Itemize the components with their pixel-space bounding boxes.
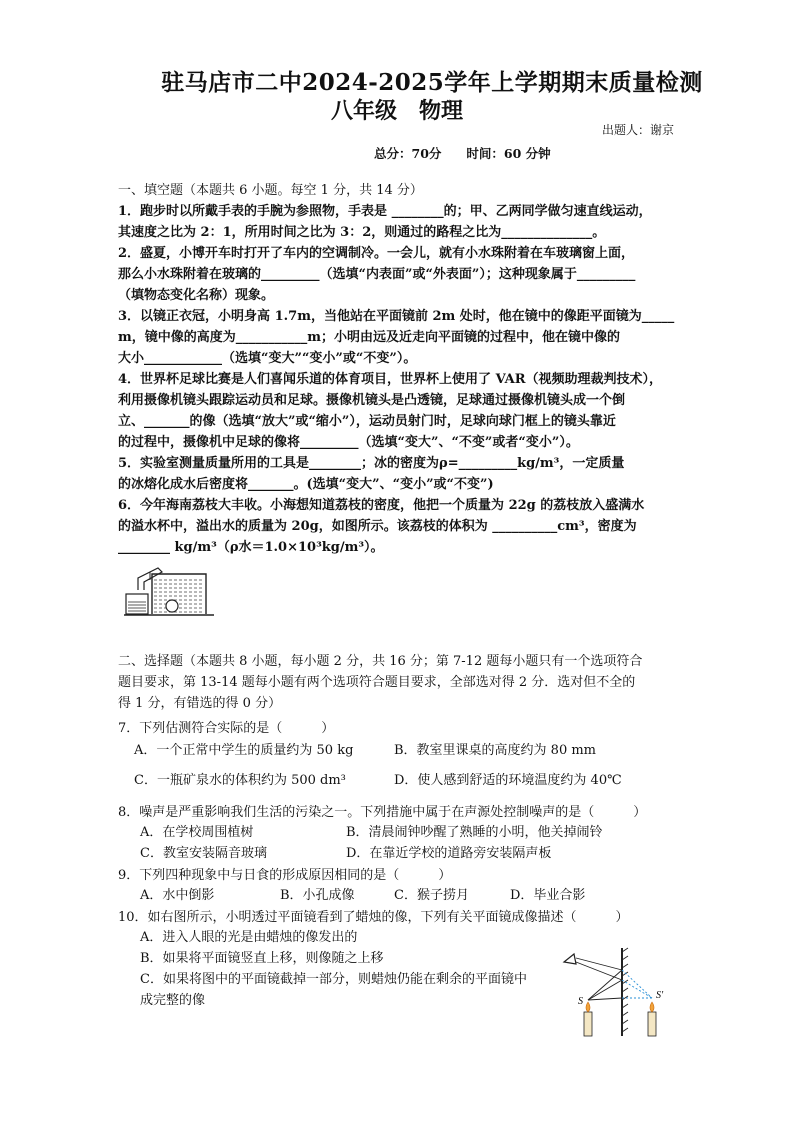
q10-stem: 10．如右图所示，小明透过平面镜看到了蜡烛的像，下列有关平面镜成像描述（ ）	[118, 910, 629, 925]
q7-stem: 7．下列估测符合实际的是（ ）	[118, 721, 335, 736]
q7-option-b: B．教室里课桌的高度约为 80 mm	[394, 743, 597, 758]
section2-heading: 二、选择题（本题共 8 小题，每小题 2 分，共 16 分；第 7-12 题每小题只有一个选项符合	[118, 654, 643, 669]
s1-line: 6．今年海南荔枝大丰收。小海想知道荔枝的密度，他把一个质量为 22g 的荔枝放入盛满水	[118, 498, 645, 513]
s1-line: m，镜中像的高度为___________m；小明由远及近走向平面镜的过程中，他在镜中像的	[118, 330, 621, 345]
s1-line: ________ kg/m³（ρ水＝1.0×10³kg/m³）。	[118, 540, 384, 555]
section1-heading: 一、填空题（本题共 6 小题。每空 1 分，共 14 分）	[118, 183, 423, 198]
section2-heading: 得 1 分，有错选的得 0 分）	[118, 696, 282, 711]
s1-line: 立、_______的像（选填“放大”或“缩小”），运动员射门时，足球向球门框上的镜头靠近	[118, 414, 616, 429]
q8-option-d: D．在靠近学校的道路旁安装隔声板	[346, 846, 552, 861]
s1-line: 其速度之比为 2：1，所用时间之比为 3：2，则通过的路程之比为______________。	[118, 225, 606, 240]
exam-title: 驻马店市二中2024-2025学年上学期期末质量检测	[161, 69, 703, 96]
q8-option-b: B．清晨闹钟吵醒了熟睡的小明，他关掉闹铃	[346, 825, 603, 840]
s1-line: 的过程中，摄像机中足球的像将_________（选填“变大”、“不变”或者“变小”）。	[118, 435, 579, 450]
s1-line: 利用摄像机镜头跟踪运动员和足球。摄像机镜头是凸透镜，足球通过摄像机镜头成一个倒	[118, 393, 626, 408]
s1-line: 1．跑步时以所戴手表的手腕为参照物，手表是 ________的；甲、乙两同学做匀速直线运动，	[118, 204, 652, 219]
s1-line: 2．盛夏，小博开车时打开了车内的空调制冷。一会儿，就有小水珠附着在车玻璃窗上面，	[118, 246, 635, 261]
q10-option-a: A．进入人眼的光是由蜡烛的像发出的	[140, 930, 358, 945]
q9-option-b: B．小孔成像	[280, 888, 355, 903]
s1-line: 4．世界杯足球比赛是人们喜闻乐道的体育项目，世界杯上使用了 VAR（视频助理裁判技术），	[118, 372, 663, 387]
q7-option-d: D．使人感到舒适的环境温度约为 40℃	[394, 773, 622, 788]
q9-option-a: A．水中倒影	[140, 888, 215, 903]
label-s-prime: S'	[656, 990, 664, 1001]
q7-option-a: A．一个正常中学生的质量约为 50 kg	[134, 743, 354, 758]
author-line: 出题人：谢京	[601, 123, 674, 137]
exam-subtitle: 八年级 物理	[330, 98, 463, 124]
mirror-candle-figure	[560, 940, 670, 1040]
q9-option-c: C．猴子捞月	[394, 888, 469, 903]
q9-option-d: D．毕业合影	[510, 888, 586, 903]
exam-meta: 总分：70分 时间：60 分钟	[374, 146, 551, 161]
overflow-cup-figure	[124, 560, 220, 616]
s1-line: 3．以镜正衣冠，小明身高 1.7m，当他站在平面镜前 2m 处时，他在镜中的像距平面镜为_____	[118, 309, 675, 324]
eye-icon	[564, 954, 576, 964]
section2-heading: 题目要求，第 13-14 题每小题有两个选项符合题目要求，全部选对得 2 分．选对但不全的	[118, 675, 636, 690]
q8-option-a: A．在学校周围植树	[140, 825, 254, 840]
q10-option-c: C．如果将图中的平面镜截掉一部分，则蜡烛仍能在剩余的平面镜中	[140, 972, 527, 987]
q8-option-c: C．教室安装隔音玻璃	[140, 846, 267, 861]
q10-option-b: B．如果将平面镜竖直上移，则像随之上移	[140, 951, 384, 966]
s1-line: 的溢水杯中，溢出水的质量为 20g，如图所示。该荔枝的体积为 __________cm³，密度为	[118, 519, 637, 534]
q7-option-c: C．一瓶矿泉水的体积约为 500 dm³	[134, 773, 346, 788]
s1-line: 的冰熔化成水后密度将_______。(选填“变大”、“变小”或“不变”)	[118, 477, 494, 492]
label-s: S	[578, 996, 583, 1007]
s1-line: 5．实验室测量质量所用的工具是________；冰的密度为ρ=_________kg/m³，一定质量	[118, 456, 625, 471]
q8-stem: 8．噪声是严重影响我们生活的污染之一。下列措施中属于在声源处控制噪声的是（ ）	[118, 805, 647, 820]
s1-line: （填物态变化名称）现象。	[118, 288, 275, 303]
q9-stem: 9．下列四种现象中与日食的形成原因相同的是（ ）	[118, 868, 452, 883]
q10-option-c-cont: 成完整的像	[140, 993, 206, 1008]
s1-line: 大小____________（选填“变大”“变小”或“不变”）。	[118, 351, 417, 366]
s1-line: 那么小水珠附着在玻璃的_________（选填“内表面”或“外表面”）；这种现象属于_________	[118, 267, 636, 282]
